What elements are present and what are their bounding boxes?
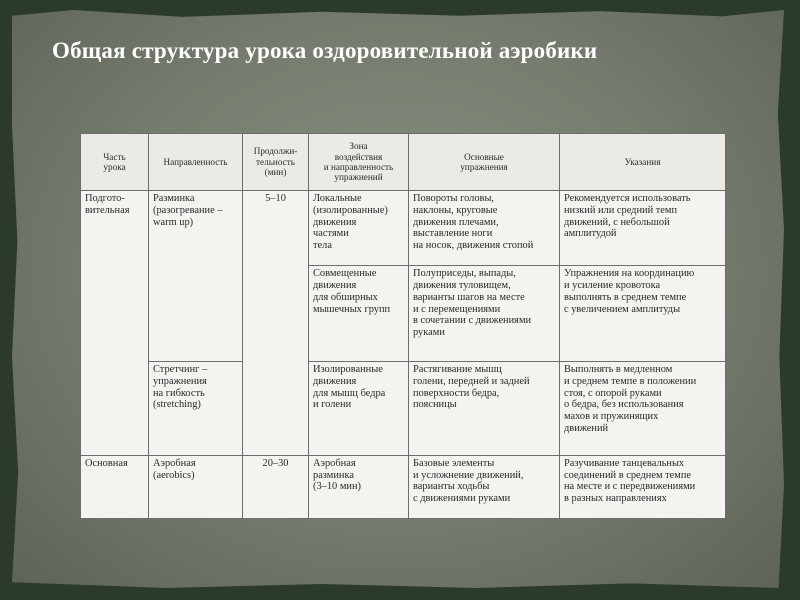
cell-notes: Упражнения на координацию и усиление кровотока выполнять в среднем темпе с увеличением амплитуды [560, 266, 726, 362]
cell-notes: Выполнять в медленном и среднем темпе в положении стоя, с опорой руками о бедра, без использования махов и пружинящих движений [560, 362, 726, 456]
cell-exercises: Повороты головы, наклоны, круговые движения плечами, выставление ноги на носок, движения стопой [409, 191, 560, 266]
header-part: Часть урока [81, 134, 149, 191]
table-row [81, 191, 726, 266]
cell-duration: 5–10 [243, 191, 309, 456]
lesson-structure-table [80, 133, 726, 519]
cell-exercises: Полуприседы, выпады, движения туловищем, варианты шагов на месте и с перемещениями в сочетании с движениями руками [409, 266, 560, 362]
cell-zone: Совмещенные движения для обширных мышечных групп [309, 266, 409, 362]
cell-part: Подгото- вительная [81, 191, 149, 456]
cell-exercises: Растягивание мышц голени, передней и задней поверхности бедра, поясницы [409, 362, 560, 456]
cell-focus: Разминка (разогревание – warm up) [149, 191, 243, 362]
table-row [81, 362, 726, 456]
cell-notes: Рекомендуется использовать низкий или средний темп движений, с небольшой амплитудой [560, 191, 726, 266]
cell-exercises: Базовые элементы и усложнение движений, варианты ходьбы с движениями руками [409, 455, 560, 518]
header-focus: Направленность [149, 134, 243, 191]
table-header-row [81, 134, 726, 191]
cell-notes: Разучивание танцевальных соединений в среднем темпе на месте и с передвижениями в разных направлениях [560, 455, 726, 518]
header-notes: Указания [560, 134, 726, 191]
cell-zone: Изолированные движения для мышц бедра и голени [309, 362, 409, 456]
cell-part: Основная [81, 455, 149, 518]
cell-duration: 20–30 [243, 455, 309, 518]
table-row [81, 455, 726, 518]
header-duration: Продолжи- тельность (мин) [243, 134, 309, 191]
page-title: Общая структура урока оздоровительной аэробики [52, 38, 598, 63]
cell-focus: Стретчинг – упражнения на гибкость (stretching) [149, 362, 243, 456]
lesson-structure-table-container [80, 133, 725, 519]
header-exercises: Основные упражнения [409, 134, 560, 191]
header-zone: Зона воздействия и направленность упражнений [309, 134, 409, 191]
cell-focus: Аэробная (aerobics) [149, 455, 243, 518]
cell-zone: Локальные (изолированные) движения частями тела [309, 191, 409, 266]
cell-zone: Аэробная разминка (3–10 мин) [309, 455, 409, 518]
